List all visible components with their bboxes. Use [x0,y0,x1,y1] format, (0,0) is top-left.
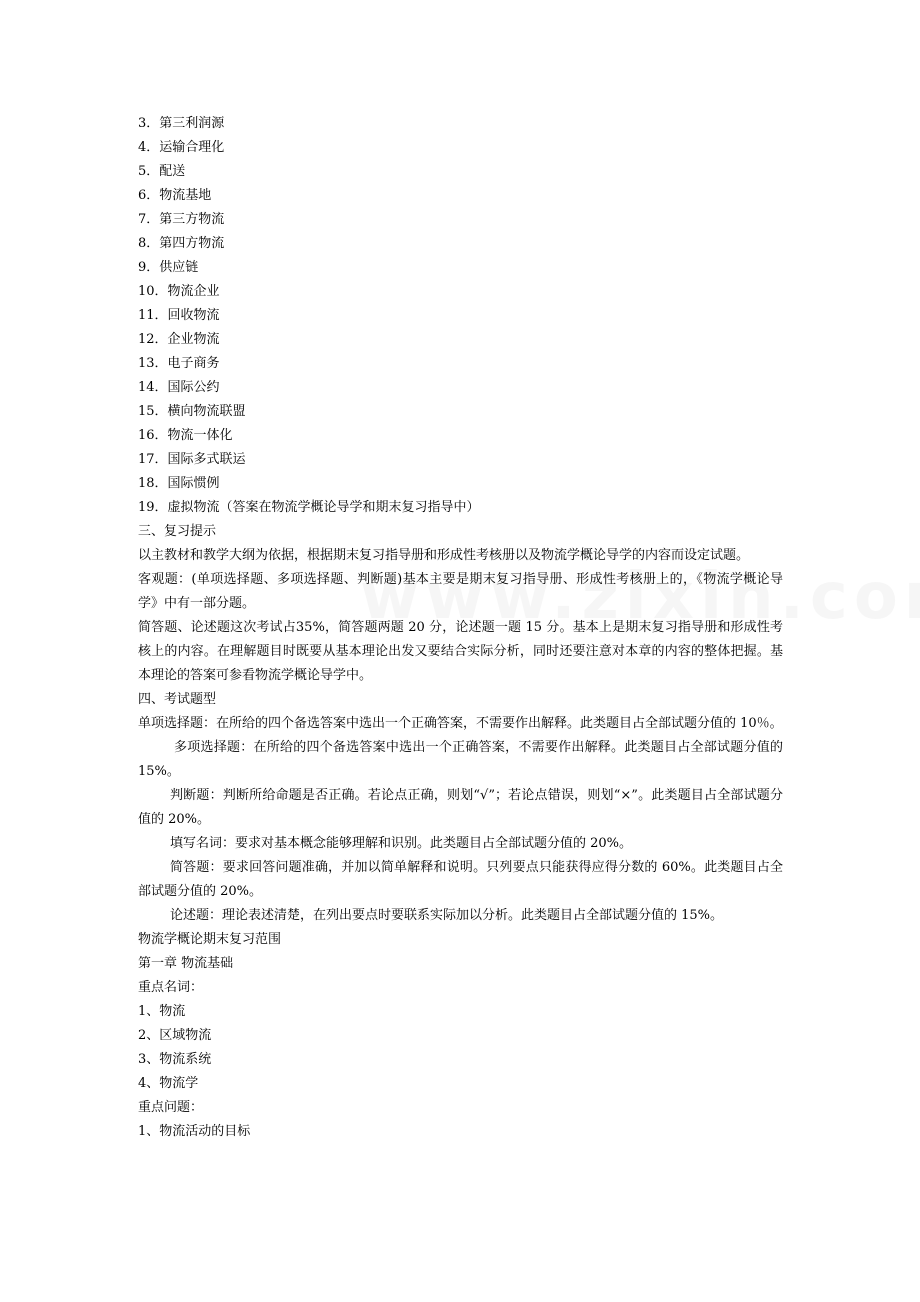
list-item: 15．横向物流联盟 [138,404,246,419]
key-questions-heading: 重点问题： [138,1100,204,1115]
list-item: 18．国际惯例 [138,476,220,491]
chapter-heading: 第一章 物流基础 [138,956,234,971]
list-item: 3．第三利润源 [138,116,225,131]
section-heading-exam-types: 四、考试题型 [138,692,217,707]
single-choice-description: 单项选择题：在所给的四个备选答案中选出一个正确答案，不需要作出解释。此类题目占全部试题分值的 10％。 [138,716,783,731]
key-term-item: 2、区域物流 [138,1028,212,1043]
fill-in-description: 填写名词：要求对基本概念能够理解和识别。此类题目占全部试题分值的 20%。 [170,836,633,851]
list-item: 10．物流企业 [138,284,220,299]
essay-description: 论述题：理论表述清楚，在列出要点时要联系实际加以分析。此类题目占全部试题分值的 15%。 [170,908,724,923]
document-body [138,112,783,1144]
list-item: 9．供应链 [138,260,199,275]
key-question-item: 1、物流活动的目标 [138,1124,251,1139]
list-item: 13．电子商务 [138,356,220,371]
true-false-description: 判断题：判断所给命题是否正确。若论点正确，则划“√”；若论点错误，则划“×”。此类题目占全部试题分值的 20%。 [138,788,783,827]
list-item: 19．虚拟物流（答案在物流学概论导学和期末复习指导中） [138,500,480,515]
list-item: 7．第三方物流 [138,212,225,227]
subjective-questions-paragraph: 简答题、论述题这次考试占35%，简答题两题 20 分，论述题一题 15 分。基本上是期末复习指导册和形成性考核上的内容。在理解题目时既要从基本理论出发又要结合实际分析，同时还要注意对本章的内容的整体把握。基本理论的答案可参看物流学概论导学中。 [138,620,783,683]
scope-title: 物流学概论期末复习范围 [138,932,282,947]
list-item: 11．回收物流 [138,308,220,323]
short-answer-description: 简答题：要求回答问题准确，并加以简单解释和说明。只列要点只能获得应得分数的 60%。此类题目占全部试题分值的 20%。 [138,860,783,899]
multi-choice-description: 多项选择题：在所给的四个备选答案中选出一个正确答案，不需要作出解释。此类题目占全部试题分值的 15%。 [138,740,783,779]
key-term-item: 3、物流系统 [138,1052,212,1067]
key-term-item: 1、物流 [138,1004,186,1019]
list-item: 6．物流基地 [138,188,212,203]
list-item: 12．企业物流 [138,332,220,347]
key-term-item: 4、物流学 [138,1076,199,1091]
review-tips-paragraph: 以主教材和教学大纲为依据，根据期末复习指导册和形成性考核册以及物流学概论导学的内容而设定试题。 [138,548,750,563]
section-heading-review-tips: 三、复习提示 [138,524,217,539]
list-item: 17．国际多式联运 [138,452,246,467]
key-terms-heading: 重点名词： [138,980,204,995]
list-item: 14．国际公约 [138,380,220,395]
list-item: 4．运输合理化 [138,140,225,155]
objective-questions-paragraph: 客观题：(单项选择题、多项选择题、判断题)基本主要是期末复习指导册、形成性考核册上的，《物流学概论导学》中有一部分题。 [138,572,783,611]
list-item: 16．物流一体化 [138,428,233,443]
list-item: 8．第四方物流 [138,236,225,251]
list-item: 5．配送 [138,164,186,179]
